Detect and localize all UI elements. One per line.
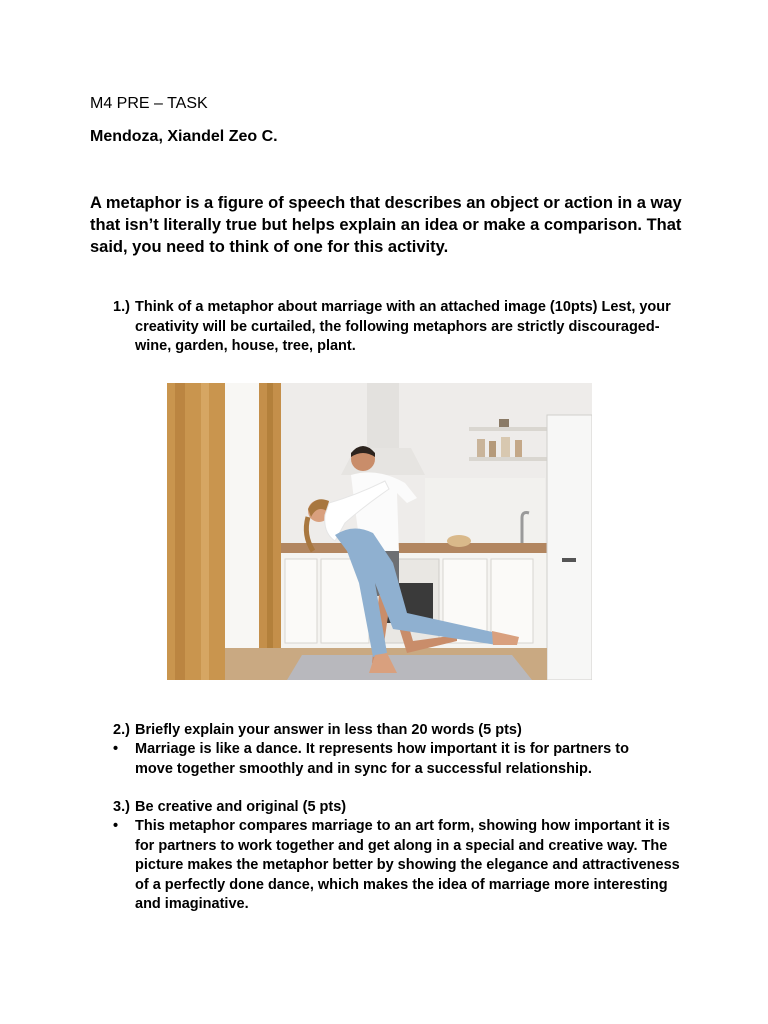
author-name: Mendoza, Xiandel Zeo C. xyxy=(90,128,278,145)
question-2-prompt: Briefly explain your answer in less than 20 words (5 pts) xyxy=(135,722,522,738)
question-2-answer: Marriage is like a dance. It represents how important it is for partners to move together smoothly and in sync for a successful relationship. xyxy=(135,741,629,777)
question-1-number: 1.) xyxy=(113,299,130,315)
bullet-icon: • xyxy=(113,818,119,834)
question-3-answer: This metaphor compares marriage to an art form, showing how important it is for partners to work together and get along in a special and creative way. The picture makes the metaphor better by showing the elegance and attractiveness of a perfectly done dance, which makes the idea of marriage more interesting and imaginative. xyxy=(135,818,680,912)
question-3-prompt: Be creative and original (5 pts) xyxy=(135,799,347,815)
question-1-prompt: Think of a metaphor about marriage with an attached image (10pts) Lest, your creativity will be curtailed, the following metaphors are strictly discouraged- wine, garden, house, tree, plant. xyxy=(135,299,671,354)
document-title: M4 PRE – TASK xyxy=(90,95,208,112)
question-2-number: 2.) xyxy=(113,722,130,738)
intro-paragraph: A metaphor is a figure of speech that describes an object or action in a way that isn’t literally true but helps explain an idea or make a comparison. That said, you need to think of one for this activity. xyxy=(90,194,682,256)
question-3-number: 3.) xyxy=(113,799,130,815)
couple-dancing-kitchen-photo xyxy=(167,383,592,680)
bullet-icon: • xyxy=(113,741,119,757)
